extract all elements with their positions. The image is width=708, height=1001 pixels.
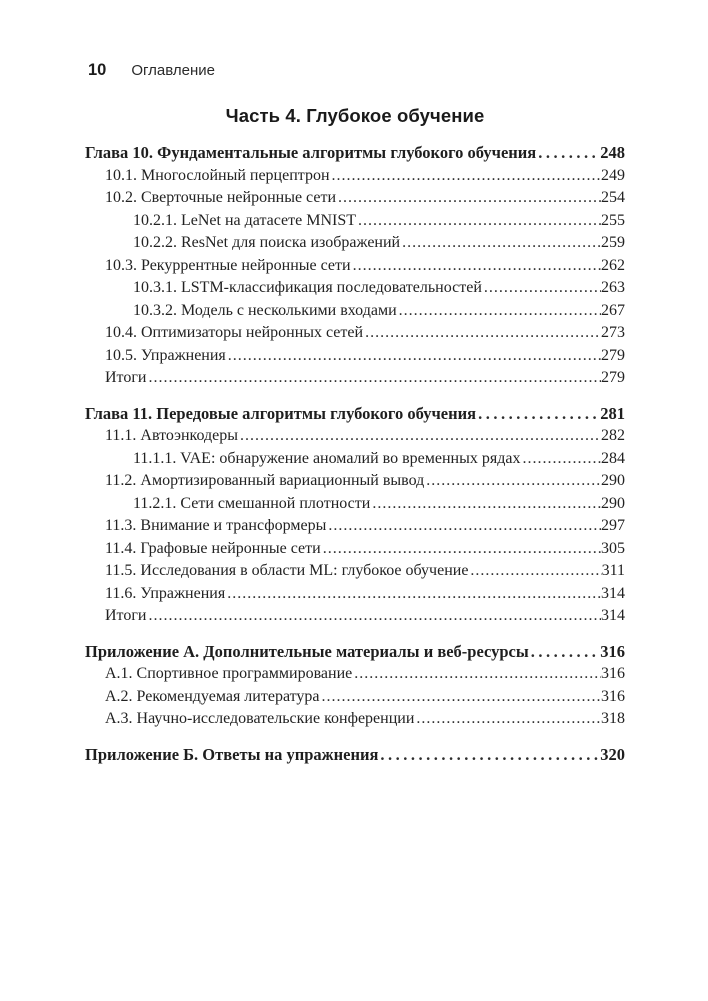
toc-entry <box>85 232 625 255</box>
toc-chapter-page-number: 316 <box>600 641 625 661</box>
dot-leader <box>228 345 601 368</box>
toc-chapter <box>85 142 625 165</box>
toc-entry <box>85 322 625 345</box>
toc-entry-label: 10.2.2. ResNet для поиска изображений <box>133 234 401 251</box>
dot-leader <box>227 583 601 606</box>
toc-entry-label: Итоги <box>105 369 147 386</box>
toc-entry-label: 11.1.1. VAE: обнаружение аномалий во временных рядах <box>133 449 521 467</box>
dot-leader <box>323 538 601 561</box>
dot-leader <box>470 560 601 583</box>
toc-section <box>85 142 625 390</box>
toc-entry-label: А.3. Научно-исследовательские конференции <box>105 710 415 727</box>
toc-entry <box>85 255 625 278</box>
toc-entry-label: А.2. Рекомендуемая литература <box>105 687 320 705</box>
dot-leader <box>478 403 600 426</box>
toc-section <box>85 403 625 628</box>
folio-page-number: 10 <box>88 61 107 79</box>
dot-leader <box>416 708 601 731</box>
toc-entry-page-number: 290 <box>601 494 625 512</box>
toc-chapter-label: Приложение А. Дополнительные материалы и веб-ресурсы <box>85 641 529 661</box>
toc-entry-label: 10.3.2. Модель с несколькими входами <box>133 301 397 319</box>
dot-leader <box>399 300 601 323</box>
toc-entry-page-number: 262 <box>601 256 625 274</box>
dot-leader <box>240 425 601 448</box>
toc-entry-page-number: 290 <box>601 472 625 489</box>
toc-entry-page-number: 255 <box>601 211 625 229</box>
toc-entry-page-number: 314 <box>601 607 625 624</box>
toc-entry-label: 10.3. Рекуррентные нейронные сети <box>105 256 351 274</box>
toc-entry-label: 11.3. Внимание и трансформеры <box>105 517 327 534</box>
toc-entry-page-number: 316 <box>601 665 625 682</box>
toc-entry-page-number: 254 <box>601 189 625 206</box>
running-head <box>88 61 215 80</box>
toc-chapter-label: Глава 10. Фундаментальные алгоритмы глубокого обучения <box>85 143 537 162</box>
toc-entry-label: А.1. Спортивное программирование <box>105 665 353 682</box>
toc-entry-label: 10.2. Сверточные нейронные сети <box>105 189 337 206</box>
toc-chapter <box>85 744 625 767</box>
toc-entry-page-number: 259 <box>601 234 625 251</box>
dot-leader <box>322 686 601 709</box>
toc-entry-page-number: 263 <box>601 279 625 296</box>
dot-leader <box>353 255 601 278</box>
toc-entry-label: Итоги <box>105 607 147 624</box>
toc-entry-label: 10.4. Оптимизаторы нейронных сетей <box>105 324 364 341</box>
toc-chapter-label: Глава 11. Передовые алгоритмы глубокого обучения <box>85 403 477 423</box>
dot-leader <box>380 744 600 767</box>
part-title: Часть 4. Глубокое обучение <box>225 105 485 126</box>
toc <box>85 142 625 766</box>
running-head-label: Оглавление <box>131 62 215 79</box>
toc-entry <box>85 686 625 709</box>
toc-entry-label: 11.1. Автоэнкодеры <box>105 427 239 444</box>
toc-entry <box>85 538 625 561</box>
toc-entry-page-number: 305 <box>601 539 625 557</box>
toc-entry-label: 11.5. Исследования в области ML: глубокое обучение <box>105 562 469 579</box>
toc-chapter-page-number: 248 <box>600 143 625 162</box>
toc-entry-page-number: 316 <box>601 687 625 705</box>
toc-chapter <box>85 403 625 426</box>
toc-entry-label: 10.5. Упражнения <box>105 346 226 364</box>
toc-entry <box>85 493 625 516</box>
dot-leader <box>402 232 601 255</box>
toc-chapter-page-number: 281 <box>600 403 625 423</box>
toc-entry-page-number: 314 <box>601 584 625 602</box>
dot-leader <box>328 515 601 538</box>
toc-entry-page-number: 267 <box>601 301 625 319</box>
toc-entry-page-number: 279 <box>601 369 625 386</box>
dot-leader <box>332 165 601 188</box>
toc-entry-label: 10.2.1. LeNet на датасете MNIST <box>133 211 357 229</box>
dot-leader <box>531 641 601 664</box>
toc-entry <box>85 663 625 686</box>
toc-entry-label: 11.6. Упражнения <box>105 584 226 602</box>
dot-leader <box>365 322 601 345</box>
dot-leader <box>358 210 601 233</box>
toc-entry-page-number: 318 <box>601 710 625 727</box>
toc-entry <box>85 345 625 368</box>
toc-entry-page-number: 249 <box>601 166 625 184</box>
toc-entry <box>85 187 625 210</box>
toc-entry-page-number: 279 <box>601 346 625 364</box>
dot-leader <box>148 605 601 628</box>
toc-entry <box>85 367 625 390</box>
toc-entry-label: 11.2. Амортизированный вариационный вывод <box>105 472 425 489</box>
toc-entry-label: 11.4. Графовые нейронные сети <box>105 539 321 557</box>
toc-chapter-label: Приложение Б. Ответы на упражнения <box>85 744 379 764</box>
dot-leader <box>148 367 601 390</box>
toc-entry <box>85 425 625 448</box>
toc-entry <box>85 165 625 188</box>
toc-entry <box>85 277 625 300</box>
toc-entry-page-number: 311 <box>601 562 625 579</box>
toc-entry <box>85 515 625 538</box>
dot-leader <box>538 142 600 165</box>
dot-leader <box>372 493 601 516</box>
toc-entry-label: 10.3.1. LSTM-классификация последовательностей <box>133 279 482 296</box>
dot-leader <box>338 187 601 210</box>
toc-entry-page-number: 282 <box>601 427 625 444</box>
dot-leader <box>484 277 601 300</box>
toc-entry <box>85 448 625 471</box>
toc-entry <box>85 708 625 731</box>
dot-leader <box>354 663 601 686</box>
toc-entry <box>85 560 625 583</box>
dot-leader <box>426 470 601 493</box>
toc-entry <box>85 605 625 628</box>
toc-entry-page-number: 297 <box>601 517 625 534</box>
toc-entry <box>85 210 625 233</box>
toc-entry-page-number: 273 <box>601 324 625 341</box>
dot-leader <box>522 448 601 471</box>
toc-section <box>85 641 625 731</box>
toc-entry-label: 11.2.1. Сети смешанной плотности <box>133 494 371 512</box>
toc-entry <box>85 470 625 493</box>
toc-section <box>85 744 625 767</box>
toc-chapter <box>85 641 625 664</box>
toc-entry <box>85 300 625 323</box>
toc-entry-label: 10.1. Многослойный перцептрон <box>105 166 330 184</box>
toc-entry <box>85 583 625 606</box>
toc-chapter-page-number: 320 <box>600 744 625 764</box>
toc-entry-page-number: 284 <box>601 449 625 467</box>
